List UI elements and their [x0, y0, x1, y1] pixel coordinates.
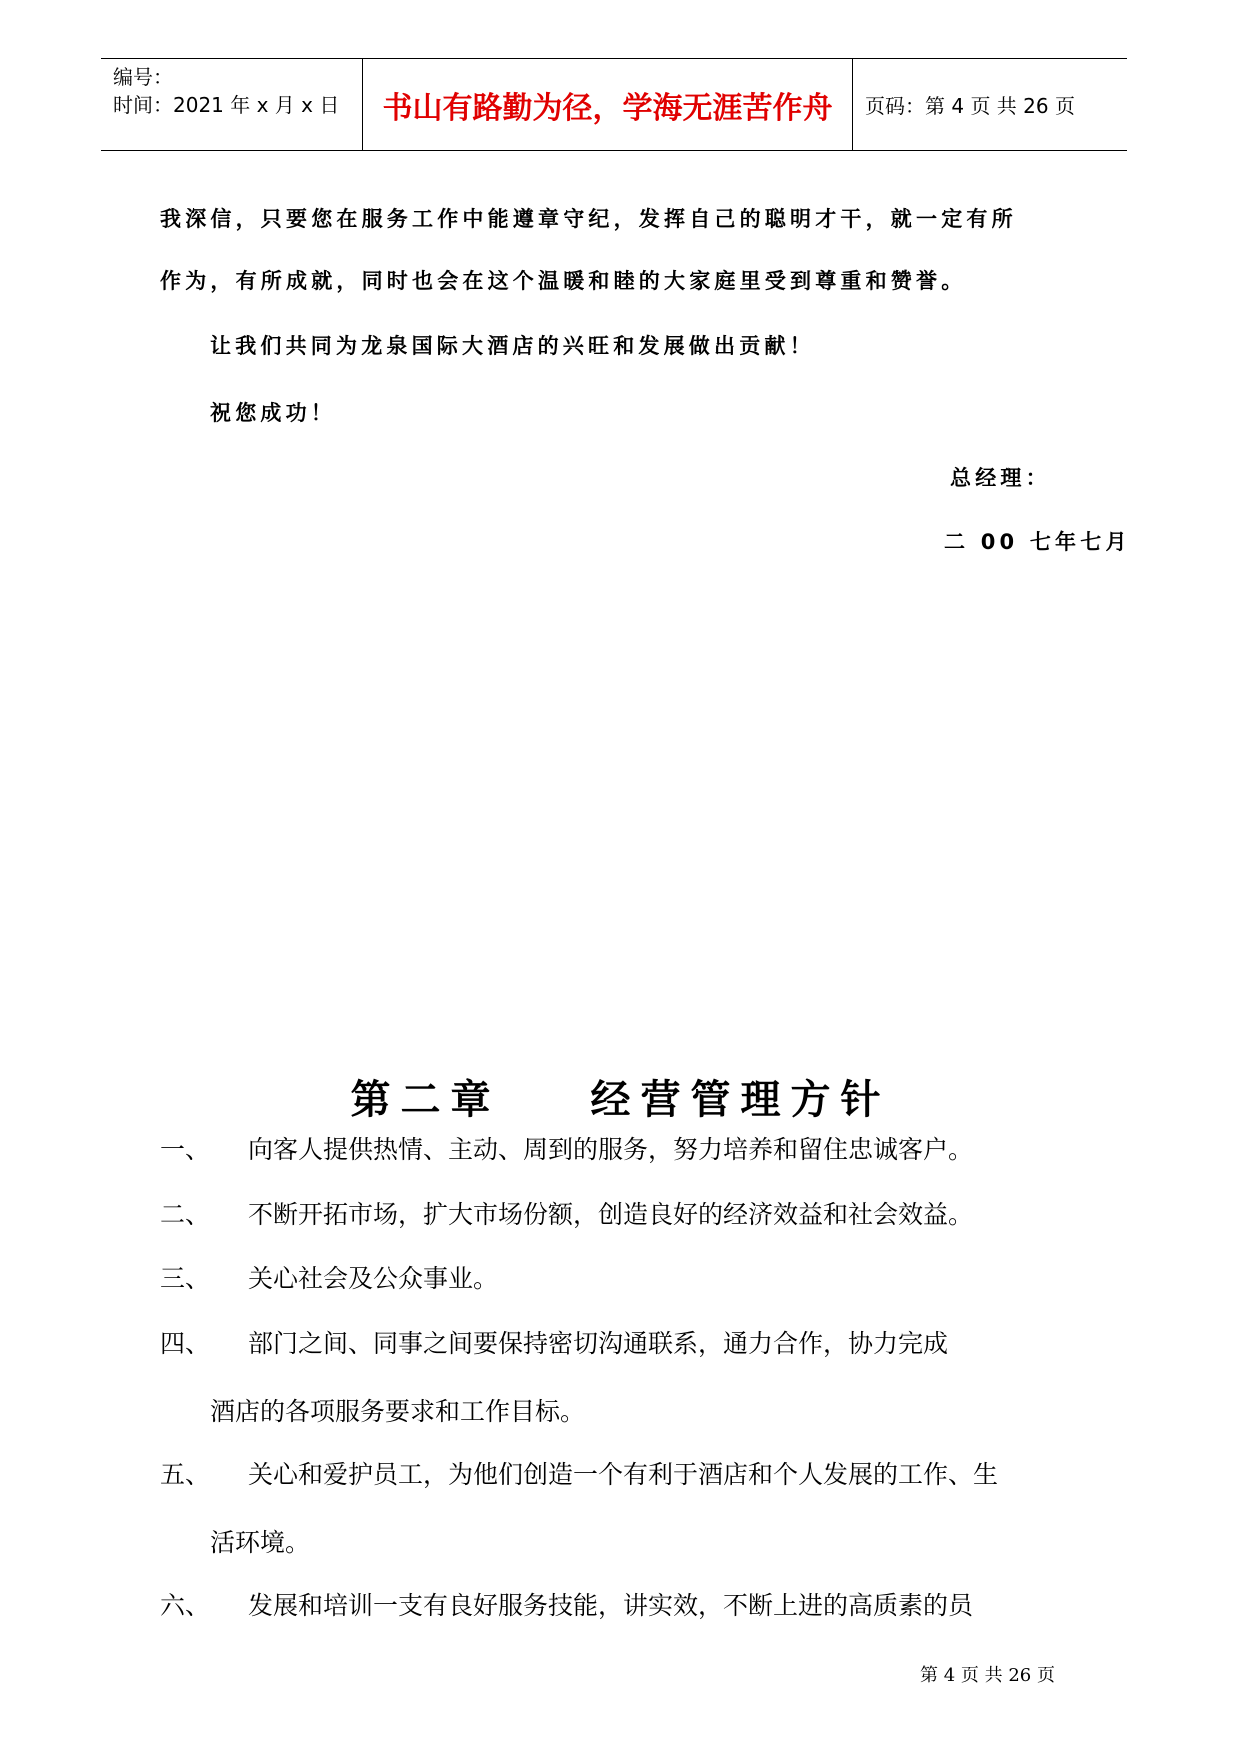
item-text: 关心和爱护员工，为他们创造一个有利于酒店和个人发展的工作、生 — [248, 1460, 999, 1489]
letter-line-1: 我深信，只要您在服务工作中能遵章守纪，发挥自己的聪明才干，就一定有所 — [160, 207, 1017, 231]
letter-date: 二 00 七年七月 — [944, 530, 1131, 554]
header-motto: 书山有路勤为径，学海无涯苦作舟 — [363, 59, 853, 150]
item-number: 六、 — [160, 1591, 211, 1620]
item-text: 部门之间、同事之间要保持密切沟通联系，通力合作，协力完成 — [248, 1329, 949, 1358]
item-number: 一、 — [160, 1135, 211, 1164]
list-item — [160, 1327, 948, 1361]
list-item — [160, 1262, 498, 1296]
item-number: 二、 — [160, 1200, 211, 1229]
page-header — [101, 58, 1127, 151]
letter-line-2: 作为，有所成就，同时也会在这个温暖和睦的大家庭里受到尊重和赞誉。 — [160, 269, 967, 293]
chapter-title: 经营管理方针 — [590, 1076, 891, 1123]
item-number: 五、 — [160, 1460, 211, 1489]
letter-line-3: 让我们共同为龙泉国际大酒店的兴旺和发展做出贡献！ — [210, 334, 815, 358]
number-label: 编号： — [113, 65, 173, 89]
time-label: 时间：2021 年 x 月 x 日 — [113, 93, 340, 117]
chapter-number: 第二章 — [350, 1076, 501, 1123]
list-item — [160, 1198, 973, 1232]
list-item — [160, 1589, 973, 1623]
header-page-info: 页码：第 4 页 共 26 页 — [865, 94, 1075, 118]
letter-line-4: 祝您成功！ — [210, 401, 336, 425]
list-item — [160, 1133, 973, 1167]
letter-signature: 总经理： — [950, 466, 1051, 490]
item-text: 向客人提供热情、主动、周到的服务，努力培养和留住忠诚客户。 — [248, 1135, 974, 1164]
header-meta — [101, 59, 363, 150]
chapter-heading — [0, 1068, 1241, 1125]
item-text: 发展和培训一支有良好服务技能，讲实效，不断上进的高质素的员 — [248, 1591, 974, 1620]
item-number: 四、 — [160, 1329, 211, 1358]
item-text: 不断开拓市场，扩大市场份额，创造良好的经济效益和社会效益。 — [248, 1200, 974, 1229]
item-continuation: 活环境。 — [210, 1528, 311, 1557]
list-item — [160, 1458, 998, 1492]
item-text: 关心社会及公众事业。 — [248, 1264, 499, 1293]
item-continuation: 酒店的各项服务要求和工作目标。 — [210, 1397, 586, 1426]
item-number: 三、 — [160, 1264, 211, 1293]
page-footer: 第 4 页 共 26 页 — [920, 1665, 1055, 1686]
